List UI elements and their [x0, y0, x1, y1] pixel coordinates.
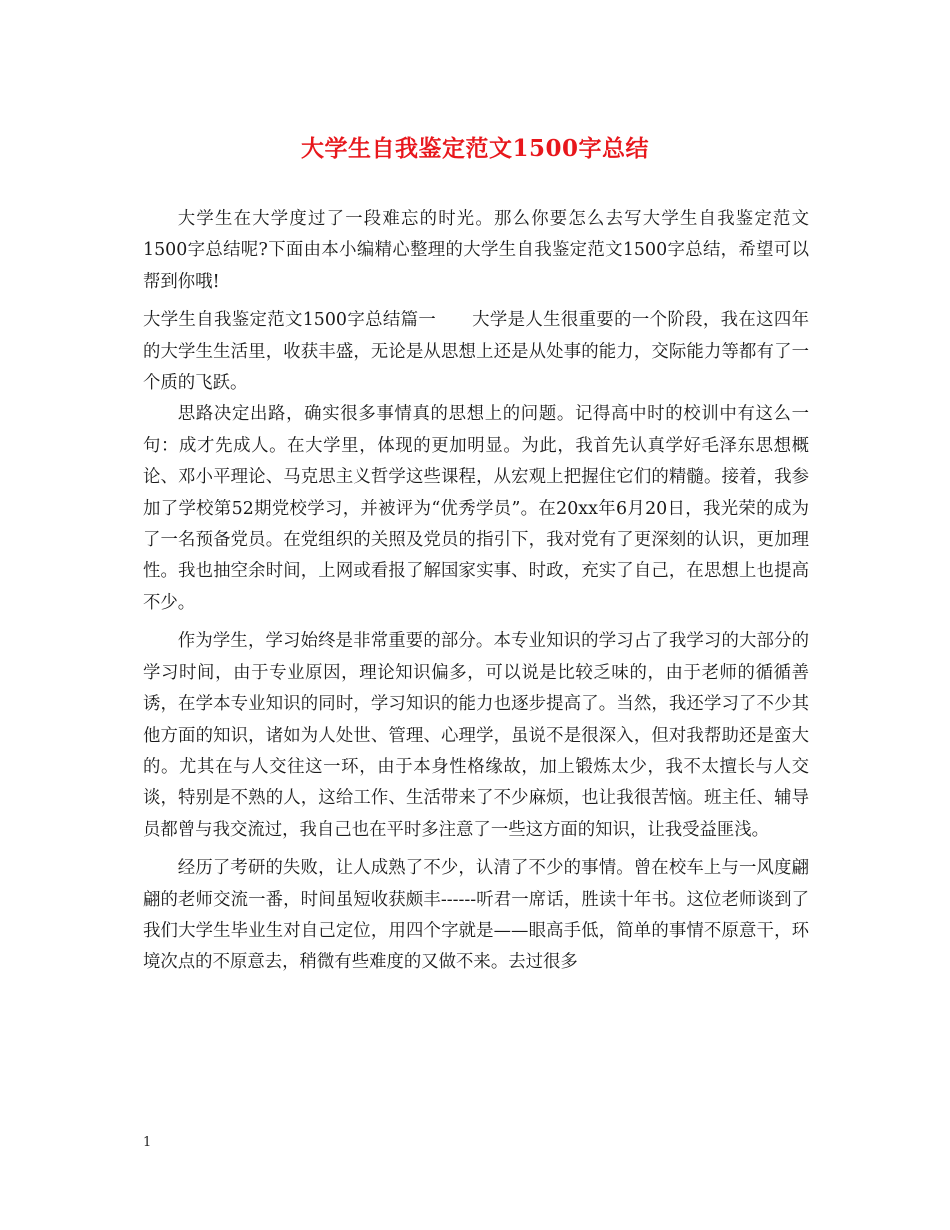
intro-paragraph: 大学生在大学度过了一段难忘的时光。那么你要怎么去写大学生自我鉴定范文1500字总结呢?下面由本小编精心整理的大学生自我鉴定范文1500字总结，希望可以帮到你哦! — [143, 209, 809, 292]
document-title: 大学生自我鉴定范文1500字总结 — [300, 135, 649, 162]
section-heading: 大学生自我鉴定范文1500字总结篇一 — [143, 310, 437, 331]
section-paragraph — [143, 305, 809, 399]
body-paragraph-2: 作为学生，学习始终是非常重要的部分。本专业知识的学习占了我学习的大部分的学习时间，由于专业原因，理论知识偏多，可以说是比较乏味的，由于老师的循循善诱，在学本专业知识的同时，学习知识的能力也逐步提高了。当然，我还学习了不少其他方面的知识，诸如为人处世、管理、心理学，虽说不是很深入，但对我帮助还是蛮大的。尤其在与人交往这一环，由于本身性格缘故，加上锻炼太少，我不太擅长与人交谈，特别是不熟的人，这给工作、生活带来了不少麻烦，也让我很苦恼。班主任、辅导员都曾与我交流过，我自己也在平时多注意了一些这方面的知识，让我受益匪浅。 — [143, 631, 809, 840]
document-body — [143, 204, 809, 986]
section-first-text: 大学是人生很重要的一个阶段，我在这四年的大学生生活里，收获丰盛，无论是从思想上还是从处事的能力，交际能力等都有了一个质的飞跃。 — [143, 310, 809, 394]
body-paragraph-3: 经历了考研的失败，让人成熟了不少，认清了不少的事情。曾在校车上与一风度翩翩的老师交流一番，时间虽短收获颇丰------听君一席话，胜读十年书。这位老师谈到了我们大学生毕业生对自己定位，用四个字就是——眼高手低，简单的事情不原意干，环境次点的不原意去，稍微有些难度的又做不来。去过很多 — [143, 858, 809, 973]
page-number: 1 — [143, 1135, 152, 1150]
body-paragraph-1: 思路决定出路，确实很多事情真的思想上的问题。记得高中时的校训中有这么一句：成才先成人。在大学里，体现的更加明显。为此，我首先认真学好毛泽东思想概论、邓小平理论、马克思主义哲学这些课程，从宏观上把握住它们的精髓。接着，我参加了学校第52期党校学习，并被评为“优秀学员”。在20xx年6月20日，我光荣的成为了一名预备党员。在党组织的关照及党员的指引下，我对党有了更深刻的认识，更加理性。我也抽空余时间，上网或看报了解国家实事、时政，充实了自己，在思想上也提高不少。 — [143, 404, 809, 613]
